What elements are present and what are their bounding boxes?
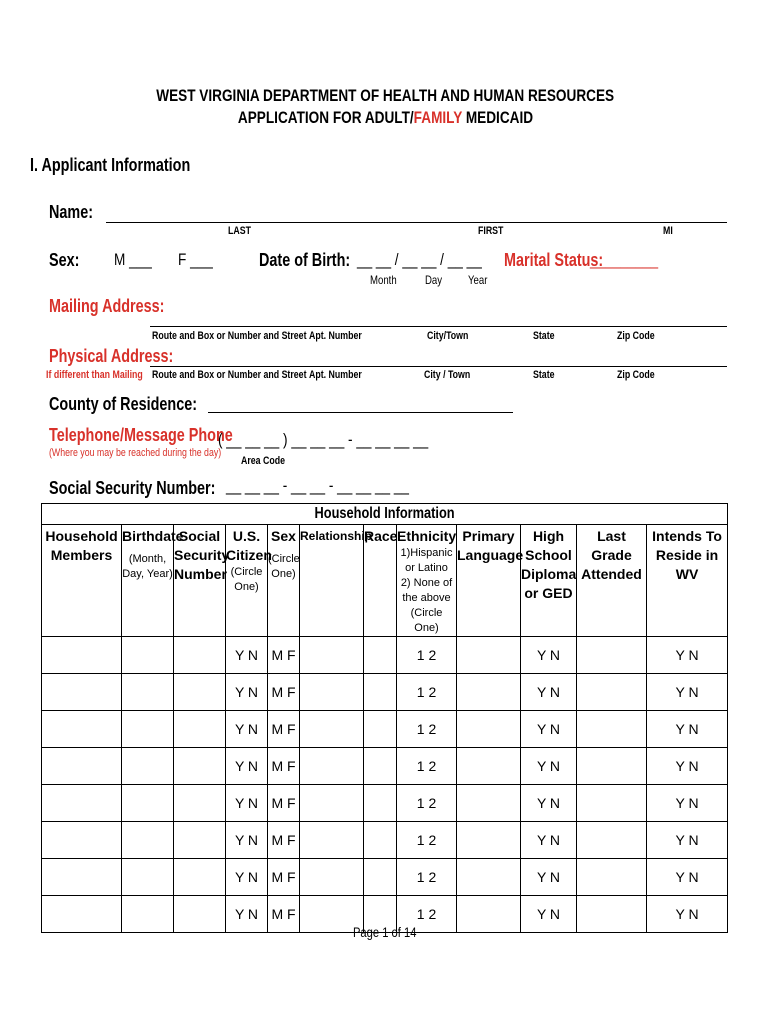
col-high-school-diploma: High School Diploma or GED [521,525,577,637]
marital-status-field[interactable]: _________ [590,250,659,269]
member-cell[interactable] [42,822,122,859]
page-number: Page 1 of 14 [353,924,417,940]
name-last-caption: LAST [228,225,251,237]
mailing-state-caption: State [533,330,555,342]
ssn-cell[interactable] [174,748,226,785]
name-first-caption: FIRST [478,225,504,237]
household-rows [42,637,728,933]
diploma-cell[interactable]: Y N [521,859,577,896]
ethnicity-cell[interactable]: 1 2 [397,637,457,674]
ssn-cell[interactable] [174,637,226,674]
grade-cell[interactable] [577,785,647,822]
race-cell[interactable] [364,674,397,711]
intends-cell[interactable]: Y N [647,896,728,933]
intends-cell[interactable]: Y N [647,822,728,859]
member-cell[interactable] [42,637,122,674]
diploma-cell[interactable]: Y N [521,785,577,822]
diploma-cell[interactable]: Y N [521,711,577,748]
grade-cell[interactable] [577,748,647,785]
language-cell[interactable] [457,859,521,896]
sex-cell[interactable]: M F [268,674,300,711]
race-cell[interactable] [364,748,397,785]
relationship-cell[interactable] [300,859,364,896]
physical-state-caption: State [533,369,555,381]
language-cell[interactable] [457,674,521,711]
race-cell[interactable] [364,785,397,822]
section-applicant-information: I. Applicant Information [30,155,191,175]
citizen-cell[interactable]: Y N [226,711,268,748]
county-line[interactable] [208,412,513,413]
ethnicity-cell[interactable]: 1 2 [397,859,457,896]
ssn-label: Social Security Number: [49,478,216,498]
col-intends-to-reside: Intends To Reside in WV [647,525,728,637]
physical-address-label: Physical Address: [49,346,174,366]
table-row [42,637,728,674]
table-row [42,748,728,785]
member-cell[interactable] [42,785,122,822]
sex-female-field[interactable]: F ___ [178,250,213,269]
sex-label: Sex: [49,250,80,270]
col-household-members: Household Members [42,525,122,637]
sex-cell[interactable]: M F [268,637,300,674]
telephone-note: (Where you may be reached during the day) [49,447,222,459]
mailing-city-caption: City/Town [427,330,469,342]
diploma-cell[interactable]: Y N [521,748,577,785]
grade-cell[interactable] [577,859,647,896]
ssn-field[interactable]: __ __ __ - __ __ - __ __ __ __ [226,476,409,495]
intends-cell[interactable]: Y N [647,785,728,822]
col-ssn: Social Security Number [174,525,226,637]
member-cell[interactable] [42,711,122,748]
citizen-cell[interactable]: Y N [226,859,268,896]
table-row [42,785,728,822]
table-row [42,711,728,748]
area-code-caption: Area Code [241,455,286,467]
sex-cell[interactable]: M F [268,822,300,859]
dob-day-caption: Day [425,273,443,287]
ethnicity-cell[interactable]: 1 2 [397,711,457,748]
county-label: County of Residence: [49,394,198,414]
birthdate-cell[interactable] [122,711,174,748]
dob-label: Date of Birth: [259,250,351,270]
citizen-cell[interactable]: Y N [226,896,268,933]
mailing-zip-caption: Zip Code [617,330,655,342]
race-cell[interactable] [364,637,397,674]
diploma-cell[interactable]: Y N [521,674,577,711]
citizen-cell[interactable]: Y N [226,674,268,711]
name-label: Name: [49,202,94,222]
col-birthdate: Birthdate (Month, Day, Year) [122,525,174,637]
grade-cell[interactable] [577,711,647,748]
race-cell[interactable] [364,859,397,896]
birthdate-cell[interactable] [122,859,174,896]
mailing-apt-caption: Apt. Number [309,330,362,342]
birthdate-cell[interactable] [122,748,174,785]
language-cell[interactable] [457,637,521,674]
physical-zip-caption: Zip Code [617,369,655,381]
ethnicity-cell[interactable]: 1 2 [397,674,457,711]
citizen-cell[interactable]: Y N [226,785,268,822]
mailing-route-caption: Route and Box or Number and Street [152,330,307,342]
diploma-cell[interactable]: Y N [521,896,577,933]
citizen-cell[interactable]: Y N [226,748,268,785]
citizen-cell[interactable]: Y N [226,822,268,859]
language-cell[interactable] [457,748,521,785]
ethnicity-cell[interactable]: 1 2 [397,896,457,933]
sex-cell[interactable]: M F [268,896,300,933]
dob-month-caption: Month [370,273,397,287]
table-row [42,822,728,859]
sex-male-field[interactable]: M ___ [114,250,152,269]
diploma-cell[interactable]: Y N [521,637,577,674]
citizen-cell[interactable]: Y N [226,637,268,674]
marital-status-label: Marital Status: [504,250,604,270]
col-primary-language: Primary Language [457,525,521,637]
member-cell[interactable] [42,674,122,711]
ethnicity-cell[interactable]: 1 2 [397,785,457,822]
telephone-field[interactable]: ( __ __ __ ) __ __ __ - __ __ __ __ [218,430,429,449]
ethnicity-cell[interactable]: 1 2 [397,748,457,785]
relationship-cell[interactable] [300,748,364,785]
ssn-cell[interactable] [174,674,226,711]
sex-cell[interactable]: M F [268,785,300,822]
physical-route-caption: Route and Box or Number and Street [152,369,307,381]
col-last-grade: Last Grade Attended [577,525,647,637]
ssn-cell[interactable] [174,859,226,896]
name-line[interactable] [106,222,727,223]
race-cell[interactable] [364,822,397,859]
ssn-cell[interactable] [174,711,226,748]
sex-cell[interactable]: M F [268,711,300,748]
physical-apt-caption: Apt. Number [309,369,362,381]
ssn-cell[interactable] [174,785,226,822]
dob-year-caption: Year [468,273,488,287]
diploma-cell[interactable]: Y N [521,822,577,859]
birthdate-cell[interactable] [122,637,174,674]
ethnicity-cell[interactable]: 1 2 [397,822,457,859]
col-us-citizen: U.S. Citizen (Circle One) [226,525,268,637]
ssn-cell[interactable] [174,822,226,859]
name-mi-caption: MI [663,225,673,237]
mailing-address-label: Mailing Address: [49,296,165,316]
relationship-cell[interactable] [300,822,364,859]
household-table [41,503,728,933]
intends-cell[interactable]: Y N [647,859,728,896]
race-cell[interactable] [364,711,397,748]
col-relationship: Relationship [300,525,364,637]
col-ethnicity: Ethnicity 1)Hispanic or Latino 2) None of the above (Circle One) [397,525,457,637]
household-header-row [42,525,728,637]
grade-cell[interactable] [577,637,647,674]
intends-cell[interactable]: Y N [647,637,728,674]
form-title-line2: APPLICATION FOR ADULT/FAMILY MEDICAID [237,108,533,127]
dob-field[interactable]: __ __ / __ __ / __ __ [357,250,482,269]
grade-cell[interactable] [577,822,647,859]
relationship-cell[interactable] [300,637,364,674]
intends-cell[interactable]: Y N [647,711,728,748]
intends-cell[interactable]: Y N [647,674,728,711]
grade-cell[interactable] [577,674,647,711]
household-caption: Household Information [42,504,728,525]
language-cell[interactable] [457,822,521,859]
col-sex: Sex (Circle One) [268,525,300,637]
birthdate-cell[interactable] [122,785,174,822]
table-row [42,674,728,711]
table-row [42,859,728,896]
member-cell[interactable] [42,748,122,785]
physical-city-caption: City / Town [424,369,471,381]
physical-address-line[interactable] [150,366,727,367]
mailing-address-line[interactable] [150,326,727,327]
form-title-line1: WEST VIRGINIA DEPARTMENT OF HEALTH AND HUMAN RESOURCES [156,86,614,105]
physical-address-note: If different than Mailing [46,369,143,381]
telephone-label: Telephone/Message Phone [49,425,233,445]
sex-cell[interactable]: M F [268,748,300,785]
relationship-cell[interactable] [300,711,364,748]
col-race: Race [364,525,397,637]
intends-cell[interactable]: Y N [647,748,728,785]
sex-cell[interactable]: M F [268,859,300,896]
birthdate-cell[interactable] [122,674,174,711]
relationship-cell[interactable] [300,674,364,711]
birthdate-cell[interactable] [122,822,174,859]
language-cell[interactable] [457,785,521,822]
relationship-cell[interactable] [300,785,364,822]
member-cell[interactable] [42,859,122,896]
language-cell[interactable] [457,711,521,748]
